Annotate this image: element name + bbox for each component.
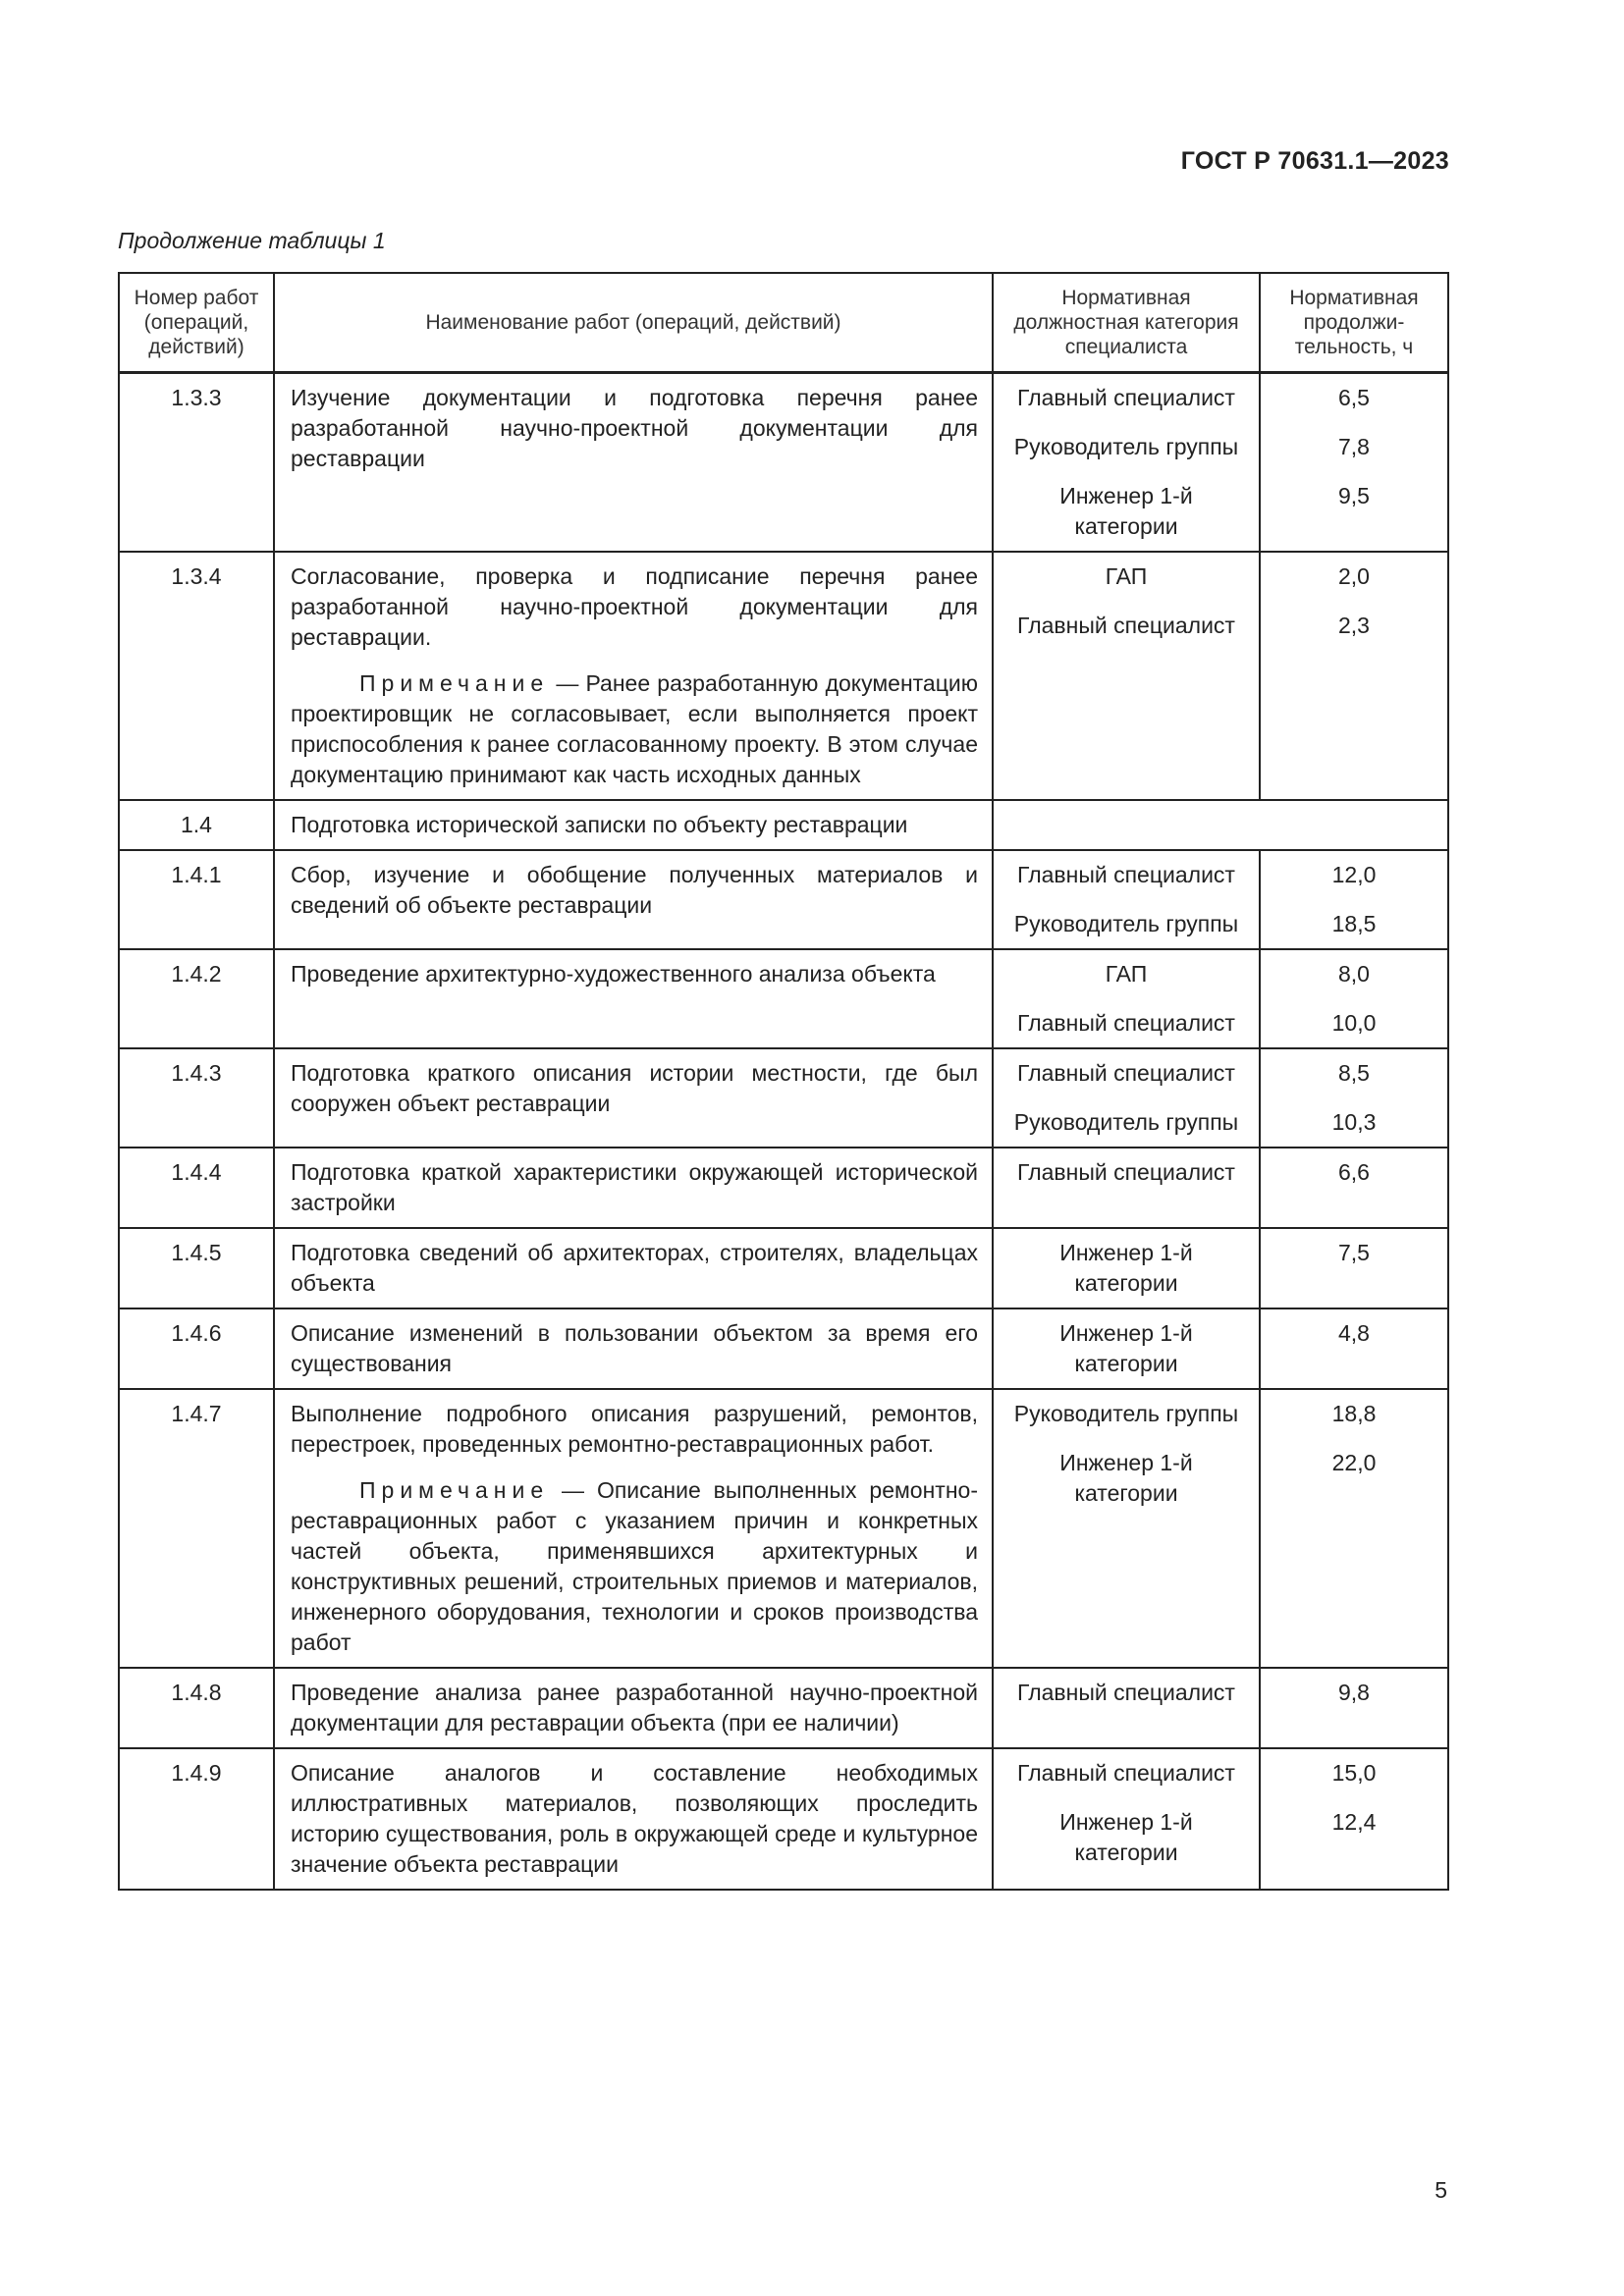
duration: 10,0: [1331, 1010, 1377, 1036]
work-name: Согласование, проверка и подписание перечня ранее разработанной научно-проектной документации для реставрации.: [291, 563, 978, 650]
duration: 22,0: [1331, 1450, 1377, 1475]
column-header-name: Наименование работ (операций, действий): [274, 273, 993, 373]
work-name: Подготовка краткой характеристики окружающей исторической застройки: [274, 1148, 993, 1228]
note: [291, 1475, 978, 1658]
category: Руководитель группы: [1013, 434, 1239, 459]
category: Главный специалист: [1017, 1760, 1235, 1786]
duration-cell: [1260, 1048, 1448, 1148]
work-name: Описание изменений в пользовании объектом за время его существования: [274, 1308, 993, 1389]
duration: 2,0: [1338, 563, 1370, 589]
table-row: [119, 1308, 1448, 1389]
duration: 6,6: [1260, 1148, 1448, 1228]
category: Главный специалист: [1017, 1010, 1235, 1036]
category: Инженер 1-й категории: [993, 1308, 1260, 1389]
duration-cell: [1260, 850, 1448, 949]
work-name: Выполнение подробного описания разрушений, ремонтов, перестроек, проведенных ремонтно-реставрационных работ.: [291, 1401, 978, 1457]
note-label: Примечание: [359, 1477, 550, 1503]
column-header-category: Нормативная должностная категория специалиста: [993, 273, 1260, 373]
work-number: 1.4.8: [119, 1668, 274, 1748]
work-name: Подготовка краткого описания истории местности, где был сооружен объект реставрации: [274, 1048, 993, 1148]
work-number: 1.4.7: [119, 1389, 274, 1668]
work-number: 1.4.5: [119, 1228, 274, 1308]
duration-cell: [1260, 373, 1448, 553]
category-cell: [993, 1748, 1260, 1890]
table-caption: Продолжение таблицы 1: [118, 228, 386, 253]
duration: 7,8: [1338, 434, 1370, 459]
page-number: 5: [1435, 2177, 1447, 2203]
category: Инженер 1-й категории: [1059, 483, 1193, 539]
category-cell: [993, 1048, 1260, 1148]
duration: 6,5: [1338, 385, 1370, 410]
work-name: Описание аналогов и составление необходимых иллюстративных материалов, позволяющих проследить историю существования, роль в окружающей среде и культурное значение объекта реставрации: [274, 1748, 993, 1890]
table-row: [119, 1228, 1448, 1308]
duration: 2,3: [1338, 613, 1370, 638]
duration: 18,8: [1331, 1401, 1377, 1426]
duration: 12,0: [1331, 862, 1377, 887]
work-number: 1.3.3: [119, 373, 274, 553]
category: Главный специалист: [993, 1668, 1260, 1748]
duration: 18,5: [1331, 911, 1377, 936]
work-number: 1.4.6: [119, 1308, 274, 1389]
category: Инженер 1-й категории: [1059, 1450, 1193, 1506]
category: Руководитель группы: [1013, 1109, 1239, 1135]
work-name-cell: [274, 1389, 993, 1668]
duration: 8,0: [1338, 961, 1370, 987]
empty-cell: [993, 800, 1448, 850]
table-row: [119, 373, 1448, 553]
duration: 12,4: [1331, 1809, 1377, 1835]
category-cell: [993, 552, 1260, 800]
category: Главный специалист: [1017, 862, 1235, 887]
table-row: [119, 949, 1448, 1048]
table-row: [119, 1668, 1448, 1748]
work-name: Проведение анализа ранее разработанной научно-проектной документации для реставрации объекта (при ее наличии): [274, 1668, 993, 1748]
work-number: 1.4.1: [119, 850, 274, 949]
note: [291, 668, 978, 790]
table-row: [119, 1748, 1448, 1890]
duration-cell: [1260, 949, 1448, 1048]
category-cell: [993, 1389, 1260, 1668]
category: Руководитель группы: [1013, 1401, 1239, 1426]
work-number: 1.4.3: [119, 1048, 274, 1148]
table-row: [119, 850, 1448, 949]
work-name-cell: [274, 552, 993, 800]
standard-code: ГОСТ Р 70631.1—2023: [1180, 147, 1449, 175]
category-cell: [993, 850, 1260, 949]
category-cell: [993, 949, 1260, 1048]
work-number: 1.4: [119, 800, 274, 850]
note-text: — Ранее разработанную документацию проектировщик не согласовывает, если выполняется проект приспособления к ранее согласованному проекту. В этом случае документацию принимают как часть исходных данных: [291, 670, 978, 787]
table-row: [119, 552, 1448, 800]
work-number: 1.4.4: [119, 1148, 274, 1228]
column-header-number: Номер работ (операций, действий): [119, 273, 274, 373]
work-number: 1.4.9: [119, 1748, 274, 1890]
work-name: Подготовка сведений об архитекторах, строителях, владельцах объекта: [274, 1228, 993, 1308]
category: Руководитель группы: [1013, 911, 1239, 936]
work-name: Изучение документации и подготовка перечня ранее разработанной научно-проектной документации для реставрации: [274, 373, 993, 553]
norms-table: [118, 272, 1449, 1891]
duration: 9,5: [1338, 483, 1370, 508]
work-number: 1.4.2: [119, 949, 274, 1048]
category: Главный специалист: [1017, 613, 1235, 638]
duration: 10,3: [1331, 1109, 1377, 1135]
duration: 9,8: [1260, 1668, 1448, 1748]
table-row: [119, 1048, 1448, 1148]
table-header-row: [119, 273, 1448, 373]
duration: 8,5: [1338, 1060, 1370, 1086]
duration-cell: [1260, 1389, 1448, 1668]
category: Инженер 1-й категории: [993, 1228, 1260, 1308]
duration: 7,5: [1260, 1228, 1448, 1308]
work-number: 1.3.4: [119, 552, 274, 800]
duration: 15,0: [1331, 1760, 1377, 1786]
note-text: — Описание выполненных ремонтно-реставрационных работ с указанием причин и конкретных частей объекта, применявшихся архитектурных и конструктивных решений, строительных приемов и материалов, инженерного оборудования, технологии и сроков производства работ: [291, 1477, 978, 1655]
note-label: Примечание: [359, 670, 550, 696]
table-row: [119, 1389, 1448, 1668]
duration-cell: [1260, 552, 1448, 800]
category: Главный специалист: [1017, 385, 1235, 410]
category: ГАП: [1105, 563, 1148, 589]
category: Инженер 1-й категории: [1059, 1809, 1193, 1865]
work-name: Проведение архитектурно-художественного анализа объекта: [274, 949, 993, 1048]
duration-cell: [1260, 1748, 1448, 1890]
table-row: [119, 800, 1448, 850]
category-cell: [993, 373, 1260, 553]
category: ГАП: [1105, 961, 1148, 987]
column-header-duration: Нормативная продолжи-тельность, ч: [1260, 273, 1448, 373]
work-name: Подготовка исторической записки по объекту реставрации: [274, 800, 993, 850]
category: Главный специалист: [1017, 1060, 1235, 1086]
duration: 4,8: [1260, 1308, 1448, 1389]
table-row: [119, 1148, 1448, 1228]
category: Главный специалист: [993, 1148, 1260, 1228]
work-name: Сбор, изучение и обобщение полученных материалов и сведений об объекте реставрации: [274, 850, 993, 949]
